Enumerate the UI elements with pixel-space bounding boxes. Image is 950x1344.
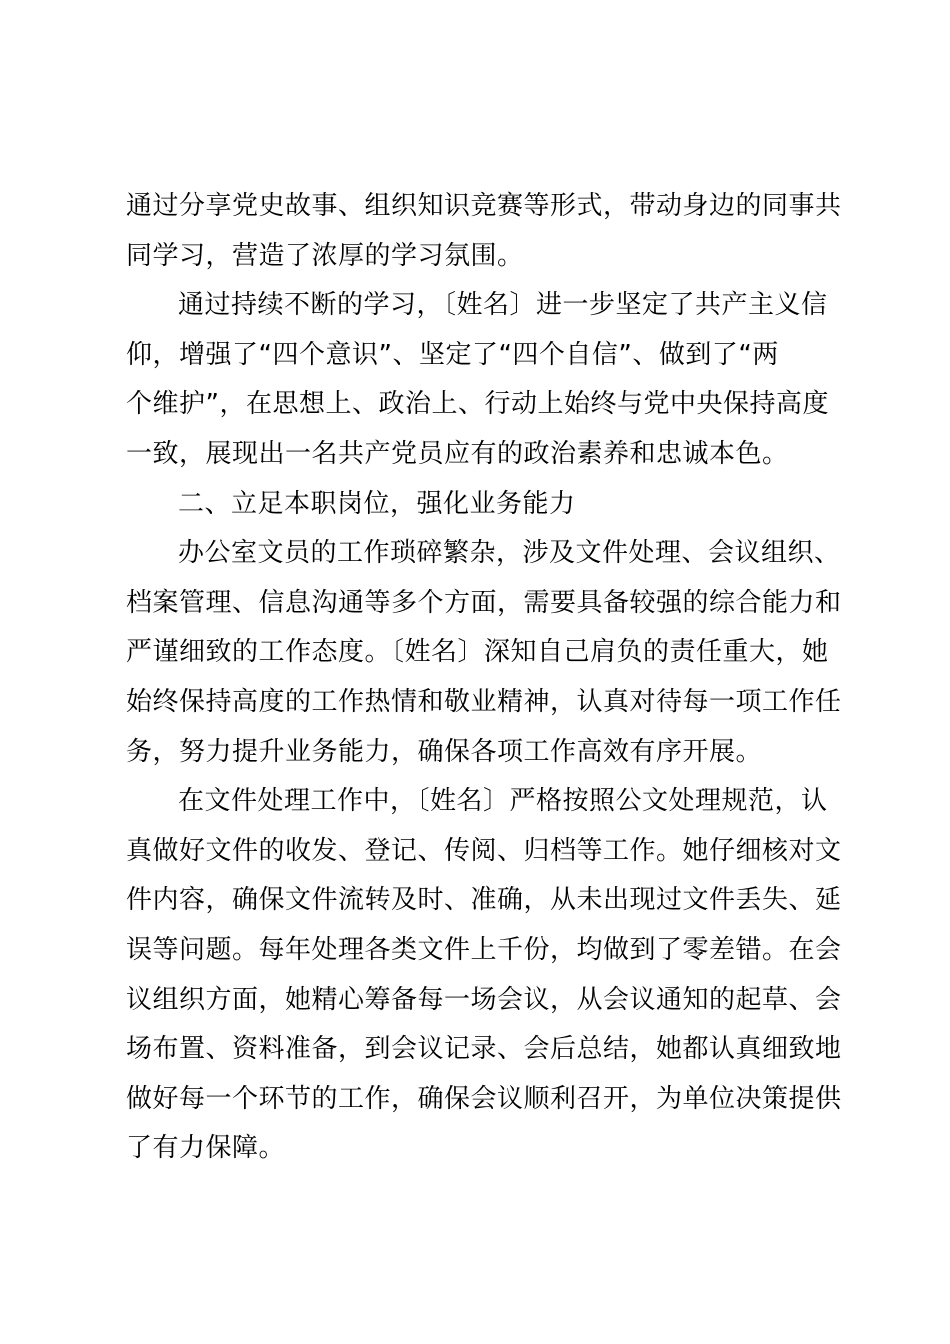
section-heading	[126, 480, 832, 530]
text-line: 务，努力提升业务能力，确保各项工作高效有序开展。	[126, 736, 763, 767]
text-line: 真做好文件的收发、登记、传阅、归档等工作。她仔细核对文	[126, 835, 842, 866]
paragraph-document-handling	[126, 777, 842, 1174]
text-line: 误等问题。每年处理各类文件上千份，均做到了零差错。在会	[126, 934, 842, 965]
paragraph-study-results	[126, 281, 832, 479]
document-body	[126, 182, 842, 1174]
text-line: 件内容，确保文件流转及时、准确，从未出现过文件丢失、延	[126, 885, 842, 916]
text-line: 了有力保障。	[126, 1133, 286, 1164]
text-line: 严谨细致的工作态度。〔姓名〕深知自己肩负的责任重大，她	[126, 637, 829, 668]
text-line: 同学习，营造了浓厚的学习氛围。	[126, 240, 524, 271]
text-line: 通过分享党史故事、组织知识竞赛等形式，带动身边的同事共	[126, 191, 842, 221]
paragraph-office-work	[126, 529, 842, 777]
text-line: 仰，增强了“四个意识”、坚定了“四个自信”、做到了“两	[126, 339, 779, 370]
section-heading-text: 二、立足本职岗位，强化业务能力	[178, 488, 576, 519]
text-line: 议组织方面，她精心筹备每一场会议，从会议通知的起草、会	[126, 984, 842, 1015]
text-line: 做好每一个环节的工作，确保会议顺利召开，为单位决策提供	[126, 1083, 842, 1114]
text-line: 始终保持高度的工作热情和敬业精神，认真对待每一项工作任	[126, 686, 842, 717]
text-line: 通过持续不断的学习，〔姓名〕进一步坚定了共产主义信	[178, 290, 828, 321]
text-line: 个维护”，在思想上、政治上、行动上始终与党中央保持高度	[126, 389, 829, 420]
paragraph-continuation	[126, 182, 842, 281]
text-line: 办公室文员的工作琐碎繁杂，涉及文件处理、会议组织、	[178, 538, 841, 569]
text-line: 场布置、资料准备，到会议记录、会后总结，她都认真细致地	[126, 1034, 842, 1065]
text-line: 在文件处理工作中，〔姓名〕严格按照公文处理规范，认	[178, 786, 828, 817]
text-line: 档案管理、信息沟通等多个方面，需要具备较强的综合能力和	[126, 587, 842, 618]
text-line: 一致，展现出一名共产党员应有的政治素养和忠诚本色。	[126, 438, 789, 469]
